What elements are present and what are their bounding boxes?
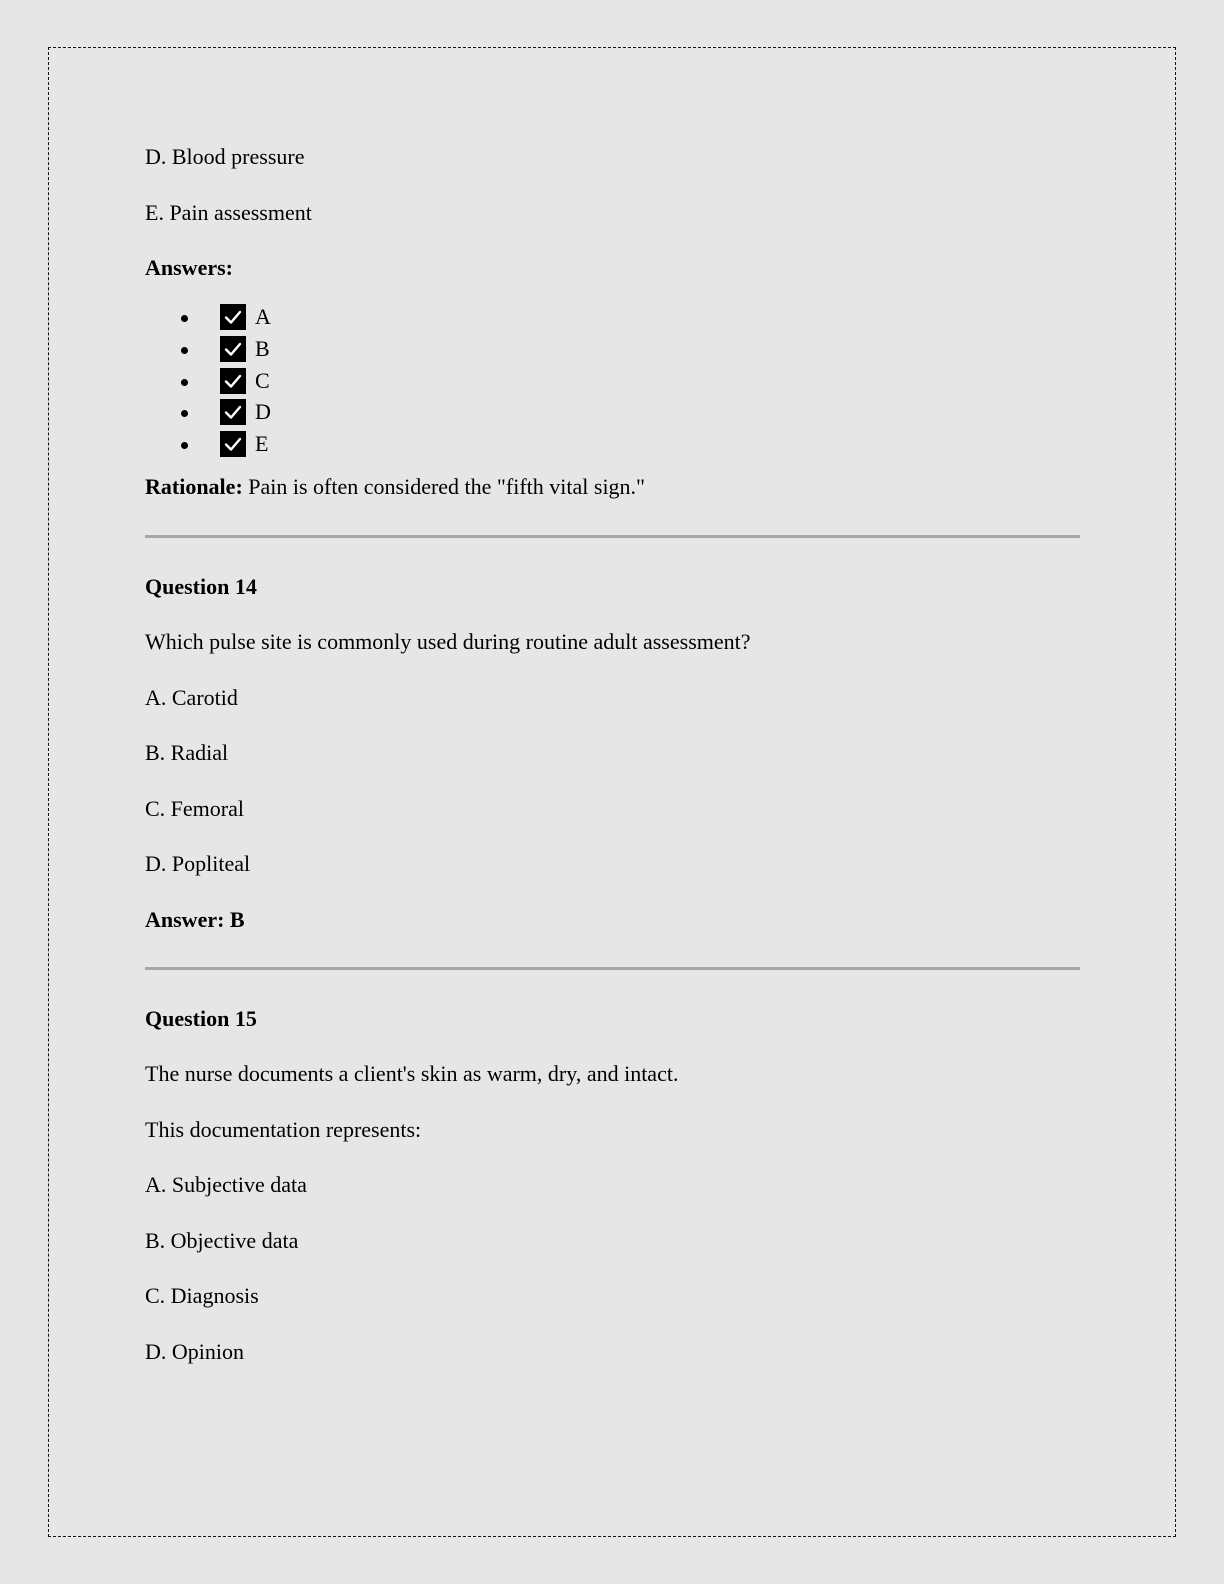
checked-box-icon <box>220 431 246 457</box>
section-divider <box>145 967 1080 970</box>
answers-label: Answers: <box>145 255 233 280</box>
answer-item <box>145 335 1080 367</box>
checked-box-icon <box>220 399 246 425</box>
bullet-icon <box>181 379 188 386</box>
question-15-title: Question 15 <box>145 1005 257 1031</box>
bullet-icon <box>181 315 188 322</box>
q15-option-b: B. Objective data <box>145 1227 299 1253</box>
question-15-prompt: This documentation represents: <box>145 1116 422 1142</box>
document-page <box>48 47 1176 1537</box>
question-14-title: Question 14 <box>145 573 257 599</box>
option-e: E. Pain assessment <box>145 199 312 225</box>
q14-option-b: B. Radial <box>145 740 229 766</box>
answer-letter: C <box>255 367 270 393</box>
answer-item <box>145 430 1080 462</box>
question-14-text: Which pulse site is commonly used during routine adult assessment? <box>145 629 751 655</box>
q15-option-a: A. Subjective data <box>145 1172 307 1198</box>
rationale <box>145 474 1080 535</box>
answer-letter: B <box>255 335 270 361</box>
q15-option-d: D. Opinion <box>145 1338 244 1364</box>
q14-option-a: A. Carotid <box>145 684 238 710</box>
checked-box-icon <box>220 368 246 394</box>
q14-option-c: C. Femoral <box>145 795 244 821</box>
answer-letter: E <box>255 431 269 457</box>
checked-box-icon <box>220 304 246 330</box>
answer-item <box>145 398 1080 430</box>
option-d: D. Blood pressure <box>145 144 305 169</box>
rationale-text: Pain is often considered the "fifth vital sign." <box>248 473 646 499</box>
answer-letter: D <box>255 399 271 425</box>
answer-item <box>145 303 1080 335</box>
question-15-text: The nurse documents a client's skin as warm, dry, and intact. <box>145 1061 679 1087</box>
q14-answer: Answer: B <box>145 906 245 932</box>
q14-option-d: D. Popliteal <box>145 851 251 877</box>
rationale-label: Rationale: <box>145 473 243 499</box>
answers-checklist <box>145 303 1080 462</box>
page-content <box>145 144 1080 1394</box>
bullet-icon <box>181 347 188 354</box>
bullet-icon <box>181 410 188 417</box>
answer-item <box>145 367 1080 399</box>
q15-option-c: C. Diagnosis <box>145 1283 259 1309</box>
answer-letter: A <box>255 304 271 329</box>
checked-box-icon <box>220 336 246 362</box>
bullet-icon <box>181 442 188 449</box>
section-divider <box>145 535 1080 538</box>
